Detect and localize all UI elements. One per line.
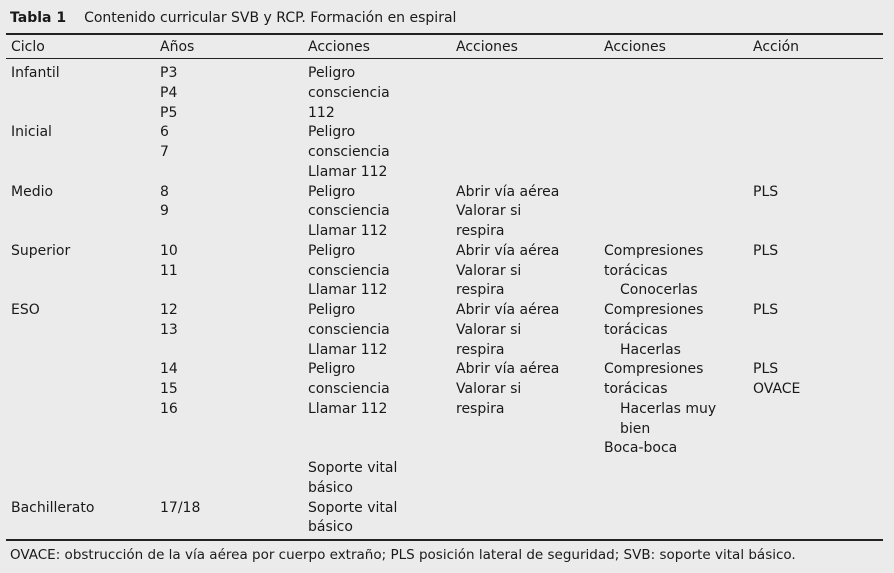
cell-line: Peligro [308, 65, 356, 81]
cell-line: Peligro [308, 183, 356, 200]
table-row [0, 301, 894, 360]
cell-line: Soporte vital [308, 460, 398, 476]
cell-line: torácicas [604, 381, 668, 397]
cell-line: torácicas [604, 321, 668, 338]
table-cell [160, 64, 177, 123]
cell-line: Abrir vía aérea [456, 302, 560, 318]
cell-line: Compresiones [604, 361, 704, 378]
cell-line: Abrir vía aérea [456, 183, 560, 200]
cell-line: respira [456, 223, 505, 239]
table-cell [11, 183, 53, 203]
cell-line: respira [456, 341, 505, 358]
cell-line: consciencia [308, 203, 390, 220]
table-cell [308, 123, 390, 182]
table-cell [11, 301, 40, 321]
table-title: Contenido curricular SVB y RCP. Formación en espiral [84, 10, 457, 26]
cell-line: respira [456, 282, 505, 299]
cell-line: OVACE [753, 381, 801, 397]
header-accion: Acción [753, 39, 800, 55]
cell-line: 16 [160, 400, 178, 417]
cell-line: Infantil [11, 65, 60, 81]
cell-line: Peligro [308, 124, 356, 141]
table-cell [160, 242, 178, 282]
table-row [0, 360, 894, 459]
table-row [0, 459, 894, 499]
cell-line: Hacerlas [620, 341, 681, 358]
table-cell [308, 64, 390, 123]
cell-line: PLS [753, 302, 779, 318]
cell-line: P3 [160, 65, 178, 81]
table-label: Tabla 1 [10, 10, 67, 26]
table-cell [753, 360, 800, 400]
cell-line: torácicas [604, 262, 668, 279]
table-row [0, 123, 894, 182]
table-cell [456, 301, 559, 360]
cell-line: P4 [160, 84, 178, 101]
table-cell [308, 360, 390, 419]
cell-line: Llamar 112 [308, 341, 388, 358]
cell-line: 11 [160, 262, 178, 279]
cell-line: consciencia [308, 321, 390, 338]
header-acciones-2: Acciones [456, 39, 518, 55]
cell-line: 7 [160, 144, 169, 160]
cell-line: 17/18 [160, 499, 201, 516]
table-cell [160, 360, 178, 419]
cell-line: consciencia [308, 381, 390, 397]
cell-line: 6 [160, 124, 169, 141]
cell-line: Boca-boca [604, 440, 678, 457]
cell-line: Llamar 112 [308, 223, 388, 239]
table-cell [456, 360, 559, 419]
cell-line: Peligro [308, 242, 356, 259]
cell-line: 9 [160, 203, 169, 220]
cell-line: Llamar 112 [308, 400, 388, 417]
header-anos: Años [160, 39, 195, 55]
table-cell [160, 123, 169, 163]
cell-line: 13 [160, 321, 178, 338]
cell-line: consciencia [308, 144, 390, 160]
cell-line: Llamar 112 [308, 163, 388, 180]
cell-line: Peligro [308, 302, 356, 318]
table-cell [11, 499, 94, 519]
table-row [0, 64, 894, 123]
cell-line: Soporte vital [308, 499, 398, 516]
cell-line: Valorar si [456, 381, 522, 397]
cell-line: PLS [753, 361, 779, 378]
table-footnote: OVACE: obstrucción de la vía aérea por cuerpo extraño; PLS posición lateral de seguridad; SVB: soporte vital básico. [10, 547, 796, 563]
table-cell [11, 64, 60, 84]
header-acciones-1: Acciones [308, 39, 370, 55]
cell-line: Llamar 112 [308, 282, 388, 299]
cell-line: ESO [11, 302, 40, 318]
table-cell [308, 301, 390, 360]
table-cell [308, 242, 390, 301]
cell-line: PLS [753, 242, 779, 259]
table-cell [753, 301, 778, 321]
cell-line: 112 [308, 104, 335, 121]
cell-line: PLS [753, 183, 779, 200]
table-cell [160, 499, 200, 519]
cell-line: consciencia [308, 84, 390, 101]
cell-line: 15 [160, 381, 178, 397]
cell-line: Superior [11, 242, 71, 259]
table-cell [308, 459, 397, 499]
table-cell [308, 183, 390, 242]
cell-line: 14 [160, 361, 178, 378]
cell-line: Peligro [308, 361, 356, 378]
cell-line: 12 [160, 302, 178, 318]
cell-line: Compresiones [604, 242, 704, 259]
table-cell [604, 301, 703, 360]
table-header [0, 38, 894, 56]
table-row [0, 242, 894, 301]
table-cell [11, 242, 70, 262]
table-cell [160, 301, 178, 341]
cell-line: Hacerlas muy [620, 400, 717, 417]
cell-line: bien [620, 420, 651, 437]
table-cell [753, 183, 778, 203]
cell-line: consciencia [308, 262, 390, 279]
table-cell [604, 242, 703, 301]
cell-line: respira [456, 400, 505, 417]
cell-line: básico [308, 519, 353, 536]
cell-line: Abrir vía aérea [456, 361, 560, 378]
cell-line: Inicial [11, 124, 52, 141]
table-cell [456, 242, 559, 301]
cell-line: Compresiones [604, 302, 704, 318]
table-body [0, 64, 894, 538]
table-cell [456, 183, 559, 242]
header-acciones-3: Acciones [604, 39, 666, 55]
cell-line: básico [308, 479, 353, 496]
table-cell [604, 360, 716, 459]
cell-line: Valorar si [456, 321, 522, 338]
cell-line: Abrir vía aérea [456, 242, 560, 259]
table-caption [10, 8, 456, 28]
table-cell [753, 242, 778, 262]
table-cell [11, 123, 52, 143]
cell-line: Valorar si [456, 203, 522, 220]
header-rule [6, 58, 883, 59]
table-cell [308, 499, 397, 539]
table-row [0, 183, 894, 242]
cell-line: Conocerlas [620, 282, 698, 299]
cell-line: Bachillerato [11, 499, 95, 516]
top-rule [6, 33, 883, 35]
cell-line: 8 [160, 183, 169, 200]
cell-line: P5 [160, 104, 178, 121]
header-ciclo: Ciclo [11, 39, 45, 55]
cell-line: Medio [11, 183, 54, 200]
table-row [0, 499, 894, 539]
cell-line: 10 [160, 242, 178, 259]
cell-line: Valorar si [456, 262, 522, 279]
bottom-rule [6, 539, 883, 541]
table-cell [160, 183, 169, 223]
